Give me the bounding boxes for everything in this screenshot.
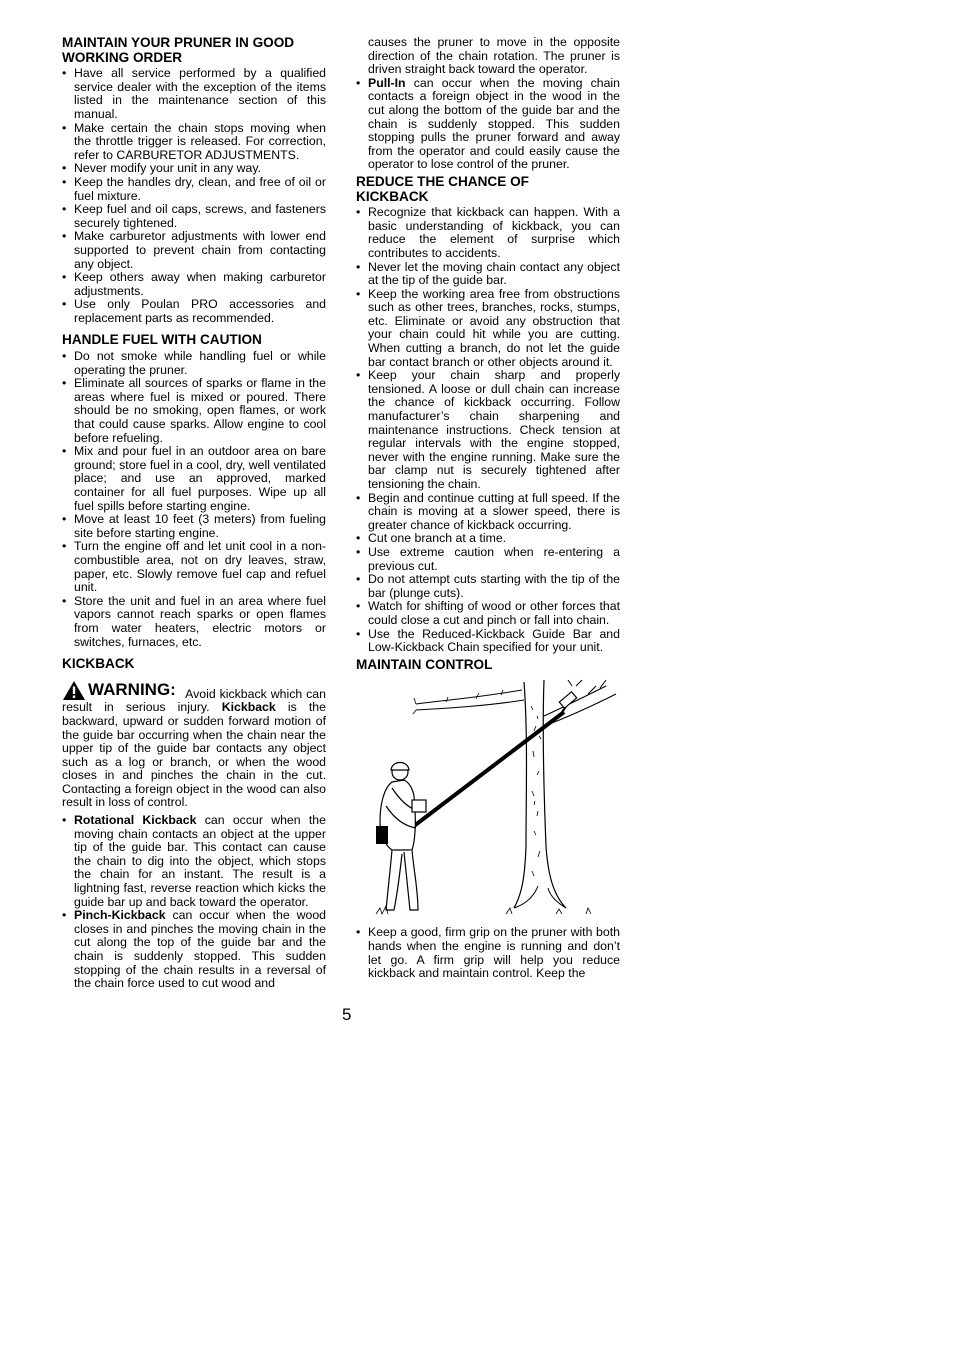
list-item: • Never modify your unit in any way. (62, 162, 326, 176)
list-item: • Recognize that kickback can happen. With a basic understanding of kickback, you can reduce the element of surprise which contributes to accidents. (356, 206, 620, 260)
left-column (62, 36, 326, 991)
maintain-order-list (62, 67, 326, 325)
list-item: • Use the Reduced-Kickback Guide Bar and Low-Kickback Chain specified for your unit. (356, 628, 620, 655)
section-heading-kickback: KICKBACK (62, 656, 135, 672)
list-item: • Use only Poulan PRO accessories and replacement parts as recommended. (62, 298, 326, 325)
list-item: • Begin and continue cutting at full speed. If the chain is moving at a slower speed, there is greater chance of kickback occurring. (356, 492, 620, 533)
list-item: • Store the unit and fuel in an area where fuel vapors cannot reach sparks or open flames from water heaters, electric motors or switches, furnaces, etc. (62, 595, 326, 649)
page-number: 5 (342, 1005, 352, 1024)
section-heading-reduce-kickback: REDUCE THE CHANCE OF KICKBACK (356, 173, 529, 204)
section-heading-maintain-control: MAINTAIN CONTROL (356, 656, 493, 672)
list-item: • Use extreme caution when re-entering a previous cut. (356, 546, 620, 573)
pinch-kickback-continued: causes the pruner to move in the opposite direction of the chain rotation. The pruner is driven straight back toward the operator. (368, 35, 620, 77)
list-item: • Do not attempt cuts starting with the tip of the bar (plunge cuts). (356, 573, 620, 600)
list-item: • Make certain the chain stops moving when the throttle trigger is released. For correction, refer to CARBURETOR ADJUSTMENTS. (62, 122, 326, 163)
list-item: • Make carburetor adjustments with lower end supported to prevent chain from contacting any object. (62, 230, 326, 271)
reduce-kickback-list (356, 206, 620, 655)
list-item: • Pinch-Kickback can occur when the wood closes in and pinches the moving chain in the cut along the top of the guide bar and the chain is suddenly stopped. This sudden stopping of the chain results in a reversal of the chain force used to cut wood and (62, 909, 326, 991)
list-item: • Do not smoke while handling fuel or while operating the pruner. (62, 350, 326, 377)
list-item: • Turn the engine off and let unit cool in a non-combustible area, not on dry leaves, straw, paper, etc. Slowly remove fuel cap and refuel unit. (62, 540, 326, 594)
warning-triangle-icon (62, 680, 86, 701)
list-item: • Have all service performed by a qualified service dealer with the exception of the items listed in the maintenance section of this manual. (62, 67, 326, 121)
section-heading-handle-fuel: HANDLE FUEL WITH CAUTION (62, 332, 262, 348)
right-column (356, 36, 620, 981)
section-heading-maintain-order: MAINTAIN YOUR PRUNER IN GOOD WORKING ORDER (62, 35, 295, 65)
warning-paragraph: WARNING: Avoid kickback which can result in serious injury. Kickback is the backward, upward or sudden forward motion of the guide bar occurring when the chain near the upper tip of the guide bar contacts any object such as a log or branch, or when the wood closes in and pinches the chain in the cut. Contacting a foreign object in the wood can also result in loss of control. (62, 680, 326, 810)
list-item: • Pull-In can occur when the moving chain contacts a foreign object in the wood in the cut along the bottom of the guide bar and the chain is suddenly stopped. This sudden stopping pulls the pruner forward and away from the operator and could easily cause the operator to lose control of the pruner. (356, 77, 620, 172)
list-item: • Cut one branch at a time. (356, 532, 620, 546)
list-item: • Keep a good, firm grip on the pruner with both hands when the engine is running and don’t let go. A firm grip will help you reduce kickback and maintain control. Keep the (356, 926, 620, 980)
list-item: • Rotational Kickback can occur when the moving chain contacts an object at the upper tip of the guide bar. This contact can cause the chain to dig into the object, which stops the chain for an instant. The result is a lightning fast, reverse reaction which kicks the guide bar up and back toward the operator. (62, 814, 326, 909)
list-item: • Keep the handles dry, clean, and free of oil or fuel mixture. (62, 176, 326, 203)
pull-in-list (356, 77, 620, 172)
warning-header (62, 680, 182, 701)
list-item: • Mix and pour fuel in an outdoor area on bare ground; store fuel in a cool, dry, well ventilated place; and use an approved, marked container for all fuel purposes. Wipe up all fuel spills before starting engine. (62, 445, 326, 513)
list-item: • Watch for shifting of wood or other forces that could close a cut and pinch or fall into chain. (356, 600, 620, 627)
warning-label: WARNING: (88, 680, 176, 700)
list-item: • Keep others away when making carburetor adjustments. (62, 271, 326, 298)
list-item: • Keep your chain sharp and properly tensioned. A loose or dull chain can increase the chance of kickback occurring. Follow manufacturer’s chain sharpening and maintenance instructions. Check tension at regular intervals with the engine stopped, never with the engine running. Make sure the bar clamp nut is securely tightened after tensioning the chain. (356, 369, 620, 491)
list-item: • Never let the moving chain contact any object at the tip of the guide bar. (356, 261, 620, 288)
list-item: • Keep fuel and oil caps, screws, and fasteners securely tightened. (62, 203, 326, 230)
handle-fuel-list (62, 350, 326, 649)
list-item: • Eliminate all sources of sparks or flame in the areas where fuel is mixed or poured. There should be no smoking, open flames, or work that could cause sparks. Allow engine to cool before refueling. (62, 377, 326, 445)
kickback-types-list (62, 814, 326, 991)
list-item: • Move at least 10 feet (3 meters) from fueling site before starting engine. (62, 513, 326, 540)
list-item: • Keep the working area free from obstructions such as other trees, branches, rocks, stumps, etc. Eliminate or avoid any obstruction that your chain could hit while you are cutting. When cutting a branch, do not let the guide bar contact branch or other objects around it. (356, 288, 620, 370)
maintain-control-list (356, 926, 620, 980)
pruner-operator-illustration (356, 676, 620, 920)
